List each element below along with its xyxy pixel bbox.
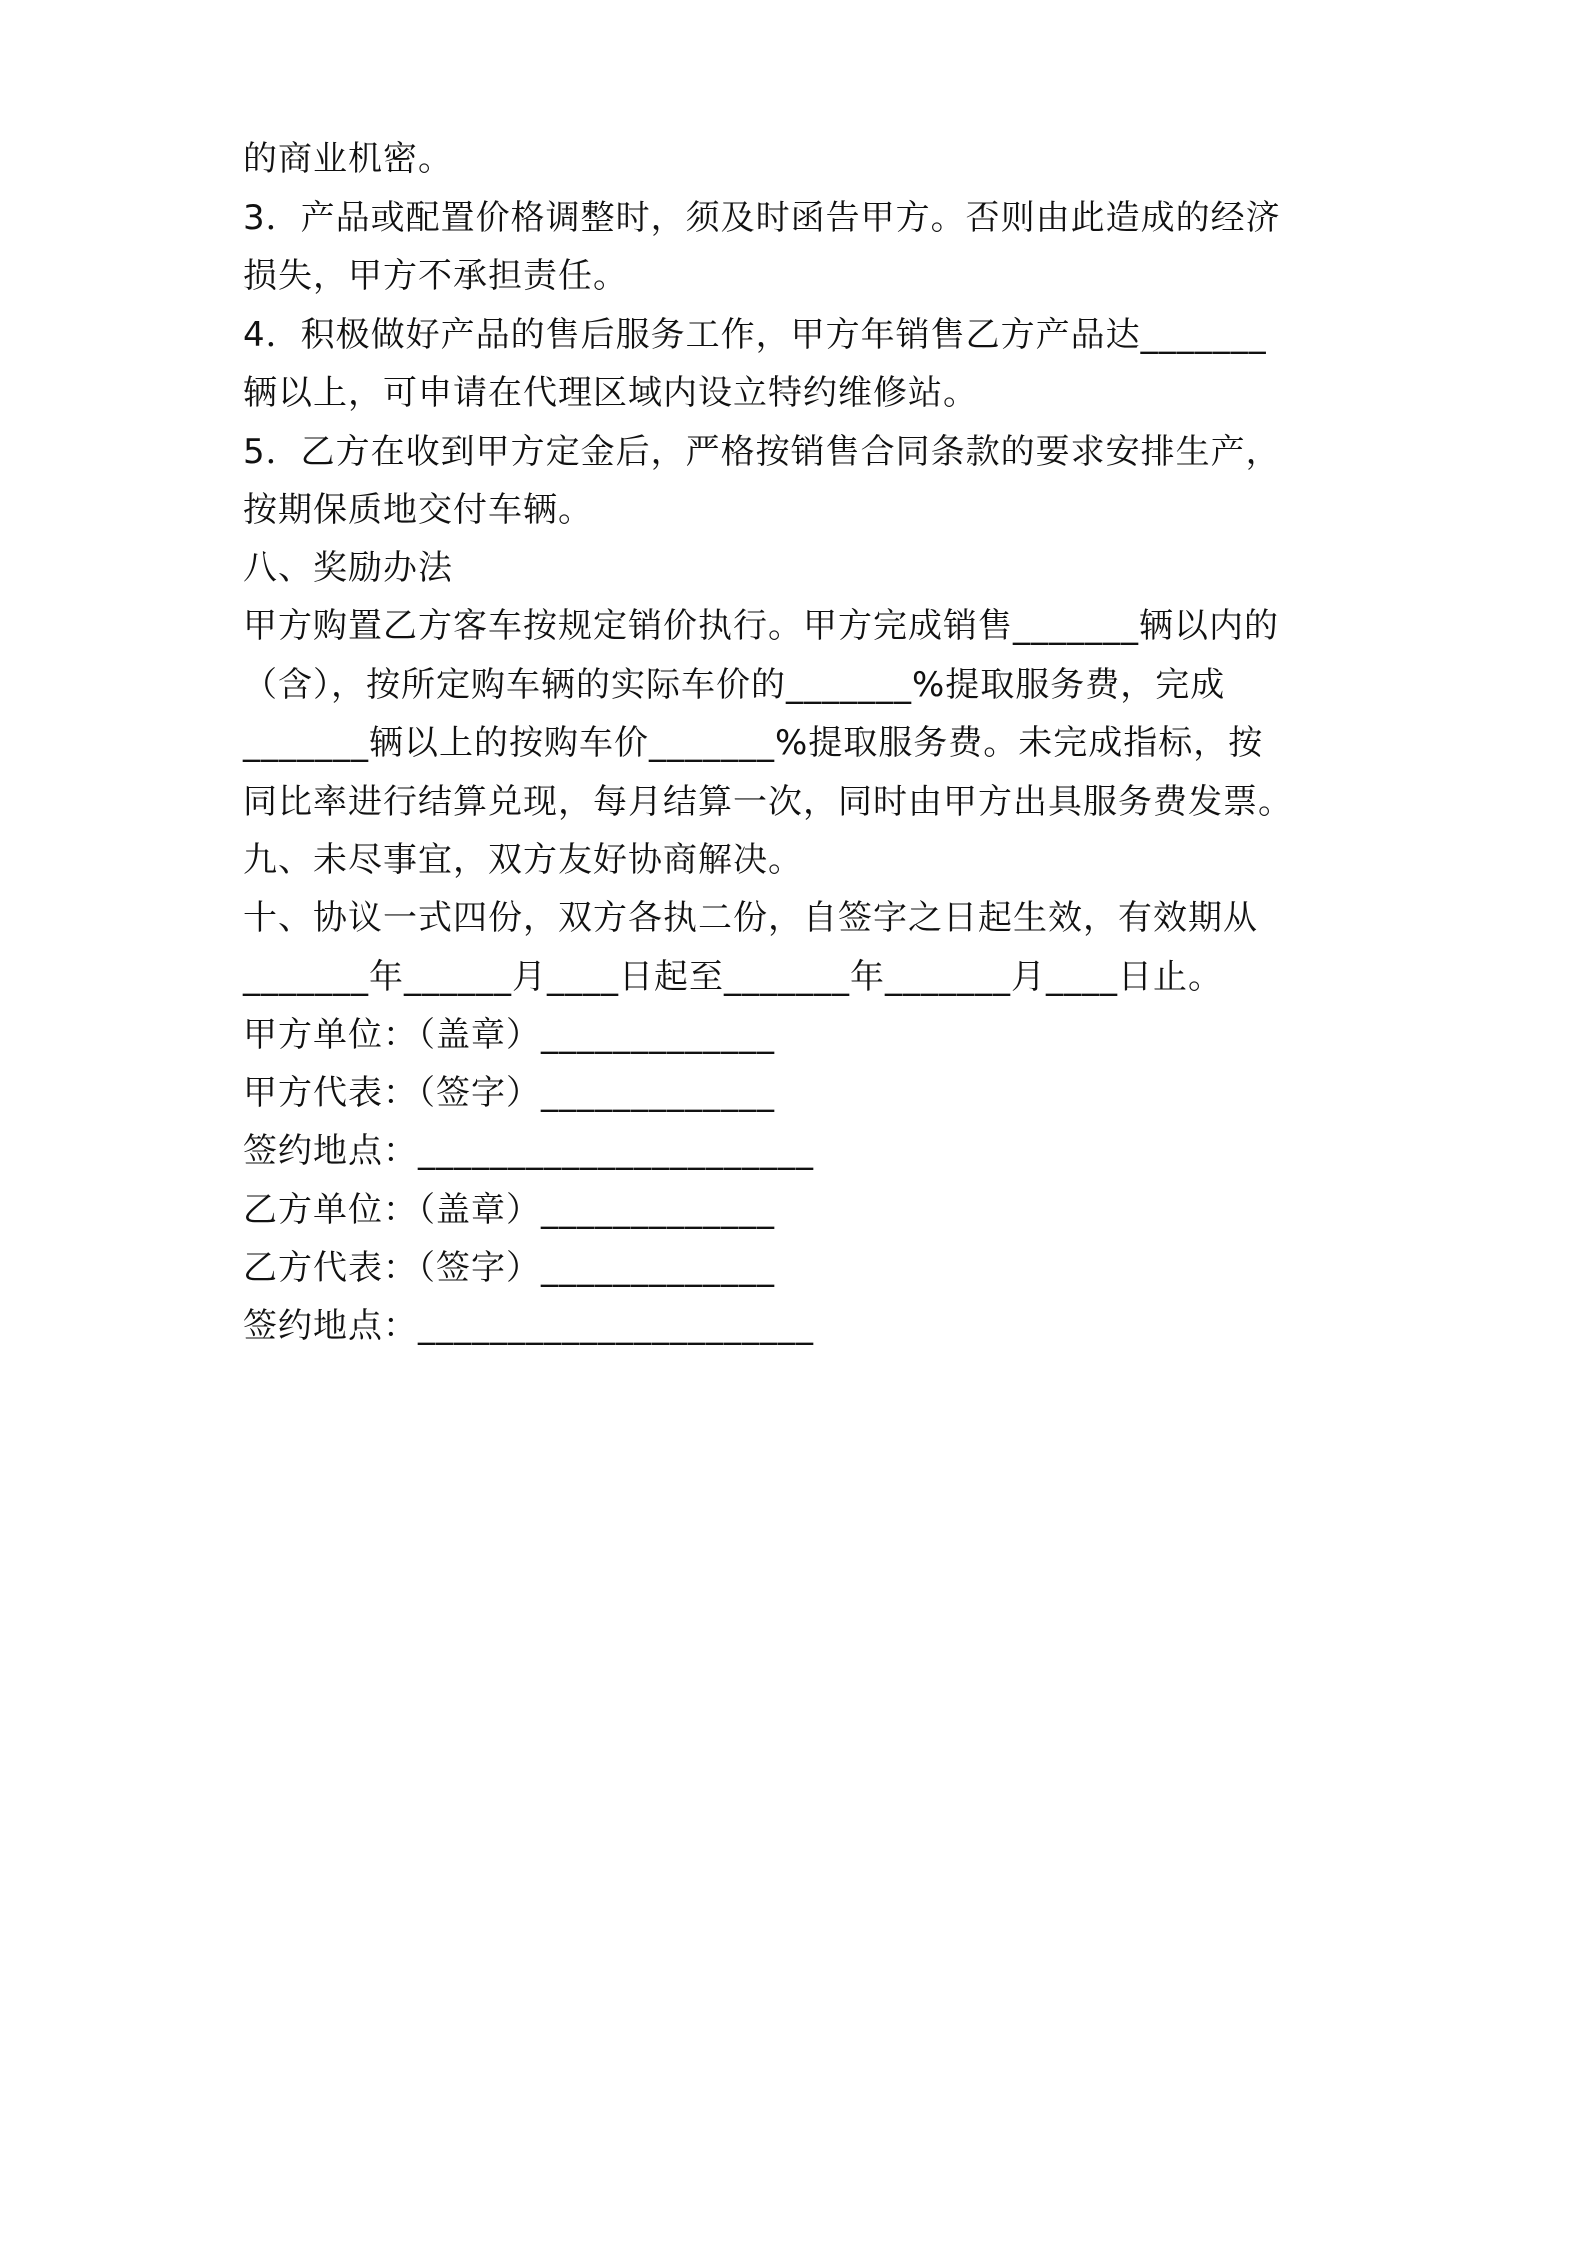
paragraph-line-trade-secret: 的商业机密。: [243, 139, 453, 179]
section-8-heading: 八、奖励办法: [243, 548, 453, 588]
clause-4-line-2: 辆以上，可申请在代理区域内设立特约维修站。: [243, 373, 978, 413]
section-8-line-1: 甲方购置乙方客车按规定销价执行。甲方完成销售_______辆以内的: [243, 606, 1279, 646]
clause-4-line-1: 4．积极做好产品的售后服务工作，甲方年销售乙方产品达_______: [243, 315, 1267, 355]
section-8-line-2: （含），按所定购车辆的实际车价的_______%提取服务费，完成: [243, 665, 1226, 705]
party-a-unit-field: 甲方单位：（盖章）_____________: [243, 1015, 775, 1055]
clause-3-line-2: 损失，甲方不承担责任。: [243, 256, 628, 296]
section-9-line: 九、未尽事宜，双方友好协商解决。: [243, 840, 803, 880]
clause-3-line-1: 3．产品或配置价格调整时，须及时函告甲方。否则由此造成的经济: [243, 198, 1281, 238]
party-b-signing-place-field: 签约地点：______________________: [243, 1306, 814, 1346]
section-10-line-1: 十、协议一式四份，双方各执二份，自签字之日起生效，有效期从: [243, 898, 1258, 938]
section-10-line-2-dates: _______年______月____日起至_______年_______月____日止。: [243, 957, 1223, 997]
section-8-line-4: 同比率进行结算兑现，每月结算一次，同时由甲方出具服务费发票。: [243, 782, 1293, 822]
section-8-line-3: _______辆以上的按购车价_______%提取服务费。未完成指标，按: [243, 723, 1264, 763]
party-a-representative-field: 甲方代表：（签字）_____________: [243, 1073, 775, 1113]
party-a-signing-place-field: 签约地点：______________________: [243, 1131, 814, 1171]
party-b-representative-field: 乙方代表：（签字）_____________: [243, 1248, 775, 1288]
clause-5-line-1: 5．乙方在收到甲方定金后，严格按销售合同条款的要求安排生产，: [243, 432, 1281, 472]
clause-5-line-2: 按期保质地交付车辆。: [243, 490, 593, 530]
party-b-unit-field: 乙方单位：（盖章）_____________: [243, 1190, 775, 1230]
